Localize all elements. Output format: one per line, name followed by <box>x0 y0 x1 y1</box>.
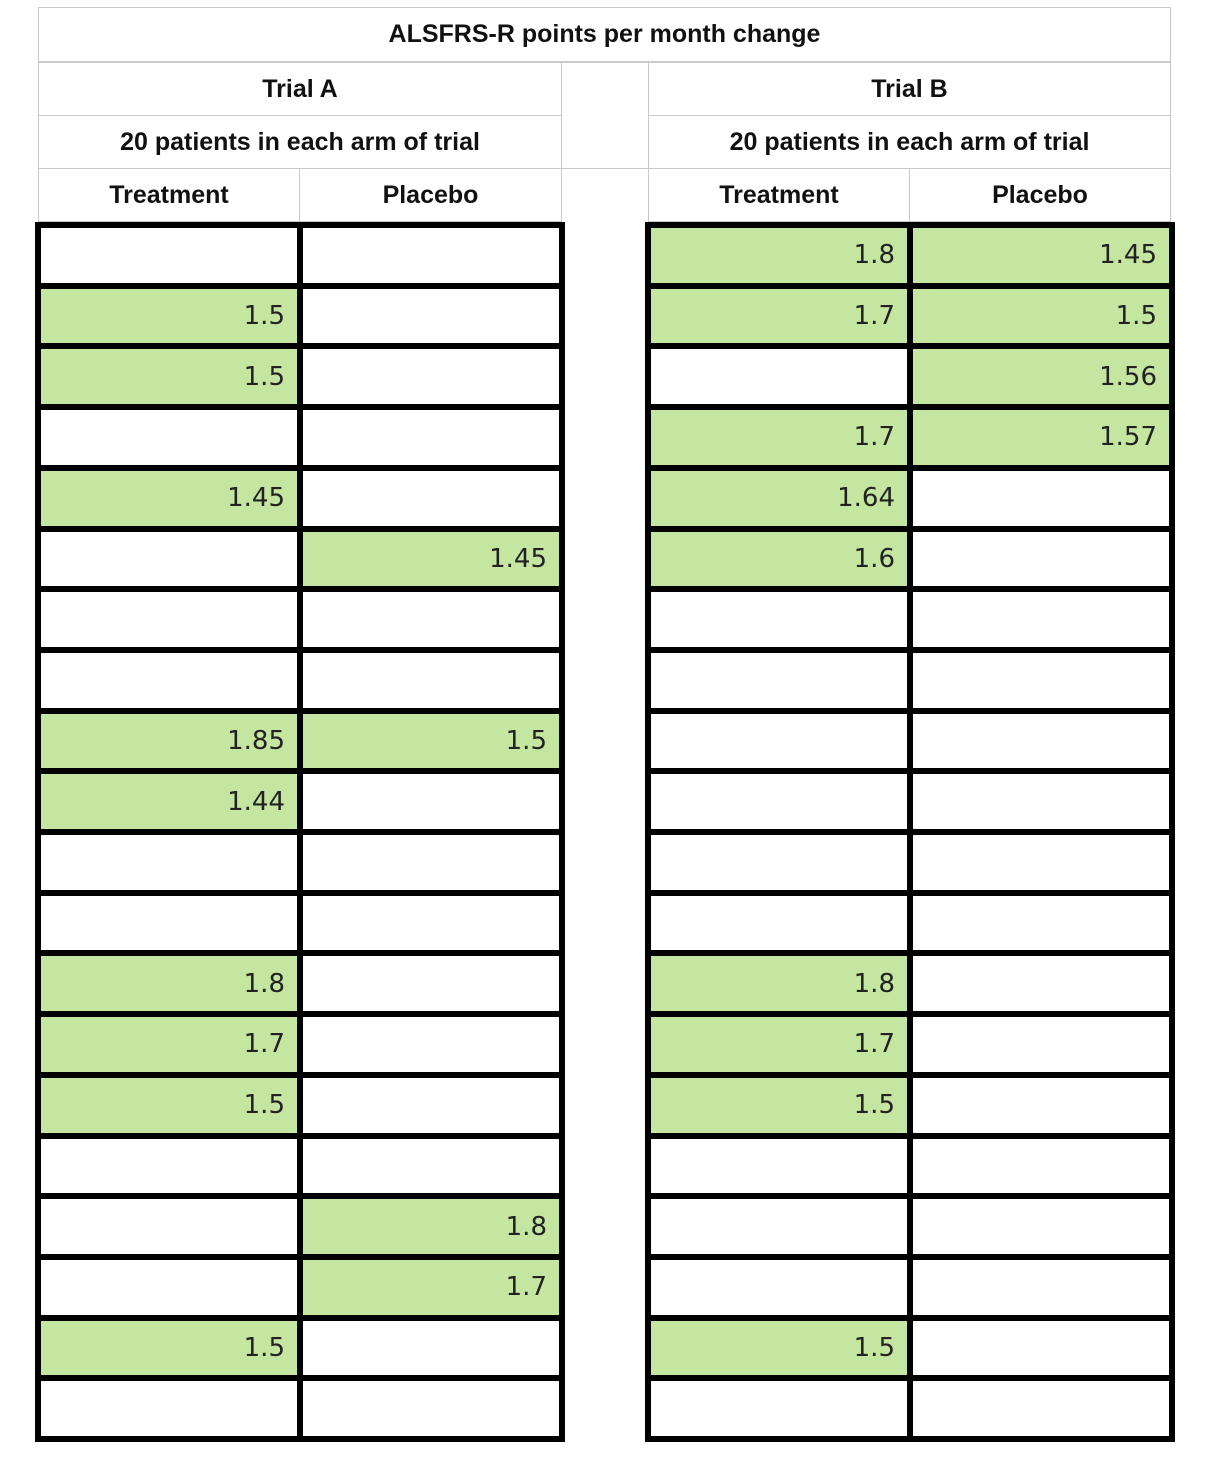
trial-b-placebo-cell <box>913 1139 1169 1194</box>
trial-a-name: Trial A <box>38 62 562 116</box>
trial-a-treatment-cell <box>41 592 297 647</box>
trial-b-treatment-cell: 1.5 <box>651 1321 907 1376</box>
trial-b-placebo-cell: 1.45 <box>913 228 1169 283</box>
trial-a-placebo-cell <box>303 835 559 890</box>
trial-b-treatment-cell <box>651 349 907 404</box>
trial-b-treatment-cell: 1.64 <box>651 471 907 526</box>
trial-b-placebo-cell <box>913 1260 1169 1315</box>
trial-a-placebo-cell <box>303 896 559 951</box>
trial-b-treatment-cell: 1.8 <box>651 228 907 283</box>
trial-a-treatment-cell: 1.5 <box>41 289 297 344</box>
trial-b-placebo-cell: 1.57 <box>913 410 1169 465</box>
trial-b-placebo-cell <box>913 1381 1169 1436</box>
trial-a-treatment-cell: 1.5 <box>41 349 297 404</box>
trial-b-placebo-cell <box>913 653 1169 708</box>
trial-a-treatment-cell <box>41 228 297 283</box>
trial-a-placebo-header: Placebo <box>299 168 562 222</box>
trial-b-placebo-cell <box>913 1078 1169 1133</box>
trial-a-treatment-cell <box>41 410 297 465</box>
trial-b-treatment-cell <box>651 1199 907 1254</box>
trial-b-placebo-cell <box>913 532 1169 587</box>
trial-b-treatment-cell: 1.7 <box>651 289 907 344</box>
trial-a-treatment-cell: 1.5 <box>41 1321 297 1376</box>
trial-b-placebo-cell <box>913 896 1169 951</box>
trial-a-placebo-cell <box>303 1078 559 1133</box>
trial-a-placebo-cell: 1.8 <box>303 1199 559 1254</box>
trial-a-placebo-cell: 1.5 <box>303 714 559 769</box>
header-spacer <box>561 62 649 169</box>
trial-a-placebo-cell <box>303 289 559 344</box>
trial-b-treatment-cell: 1.7 <box>651 1017 907 1072</box>
trial-b-treatment-cell <box>651 1260 907 1315</box>
trial-b-treatment-header: Treatment <box>648 168 910 222</box>
trial-b-placebo-cell <box>913 592 1169 647</box>
trial-b-placebo-cell <box>913 1017 1169 1072</box>
trial-a-placebo-cell <box>303 410 559 465</box>
trial-a-treatment-cell: 1.45 <box>41 471 297 526</box>
trial-a-treatment-cell <box>41 835 297 890</box>
trial-a-treatment-cell <box>41 1260 297 1315</box>
trial-b-treatment-cell: 1.8 <box>651 956 907 1011</box>
trial-b-treatment-cell <box>651 774 907 829</box>
trial-a-subtitle: 20 patients in each arm of trial <box>38 115 562 169</box>
table-title: ALSFRS-R points per month change <box>38 7 1171 62</box>
trial-a-treatment-cell: 1.7 <box>41 1017 297 1072</box>
trial-a-treatment-cell <box>41 1381 297 1436</box>
trial-b-treatment-cell: 1.7 <box>651 410 907 465</box>
trial-b-treatment-cell: 1.6 <box>651 532 907 587</box>
trial-b-placebo-cell <box>913 956 1169 1011</box>
trial-a-placebo-cell <box>303 1381 559 1436</box>
trial-a-placebo-cell <box>303 349 559 404</box>
trial-a-treatment-cell <box>41 896 297 951</box>
trial-b-placebo-cell <box>913 774 1169 829</box>
trial-a-treatment-cell <box>41 1139 297 1194</box>
trial-a-treatment-cell: 1.8 <box>41 956 297 1011</box>
trial-b-placebo-cell: 1.56 <box>913 349 1169 404</box>
trial-b-treatment-cell <box>651 1381 907 1436</box>
trial-b-treatment-cell <box>651 592 907 647</box>
trial-b-subtitle: 20 patients in each arm of trial <box>648 115 1171 169</box>
trial-b-placebo-header: Placebo <box>909 168 1171 222</box>
trial-b-data-grid <box>645 222 1175 1442</box>
trial-a-placebo-cell <box>303 592 559 647</box>
trial-a-treatment-header: Treatment <box>38 168 300 222</box>
trial-a-placebo-cell <box>303 471 559 526</box>
trial-a-placebo-cell <box>303 1017 559 1072</box>
trial-a-data-grid <box>35 222 565 1442</box>
trial-a-treatment-cell: 1.44 <box>41 774 297 829</box>
trial-a-treatment-cell: 1.5 <box>41 1078 297 1133</box>
trial-b-name: Trial B <box>648 62 1171 116</box>
trial-b-treatment-cell <box>651 1139 907 1194</box>
trial-b-treatment-cell <box>651 896 907 951</box>
trial-a-placebo-cell <box>303 1321 559 1376</box>
trial-a-treatment-cell <box>41 1199 297 1254</box>
trial-b-treatment-cell <box>651 714 907 769</box>
trial-a-placebo-cell <box>303 228 559 283</box>
trial-b-placebo-cell <box>913 471 1169 526</box>
trial-a-placebo-cell <box>303 1139 559 1194</box>
trial-a-placebo-cell <box>303 653 559 708</box>
trial-b-placebo-cell <box>913 835 1169 890</box>
trial-a-treatment-cell: 1.85 <box>41 714 297 769</box>
trial-a-placebo-cell: 1.7 <box>303 1260 559 1315</box>
trial-b-treatment-cell: 1.5 <box>651 1078 907 1133</box>
trial-b-placebo-cell: 1.5 <box>913 289 1169 344</box>
trial-a-treatment-cell <box>41 653 297 708</box>
trial-b-treatment-cell <box>651 653 907 708</box>
trial-b-placebo-cell <box>913 714 1169 769</box>
trial-b-placebo-cell <box>913 1321 1169 1376</box>
trial-a-placebo-cell <box>303 956 559 1011</box>
trial-b-placebo-cell <box>913 1199 1169 1254</box>
trial-a-treatment-cell <box>41 532 297 587</box>
trial-a-placebo-cell <box>303 774 559 829</box>
trial-a-placebo-cell: 1.45 <box>303 532 559 587</box>
trial-b-treatment-cell <box>651 835 907 890</box>
